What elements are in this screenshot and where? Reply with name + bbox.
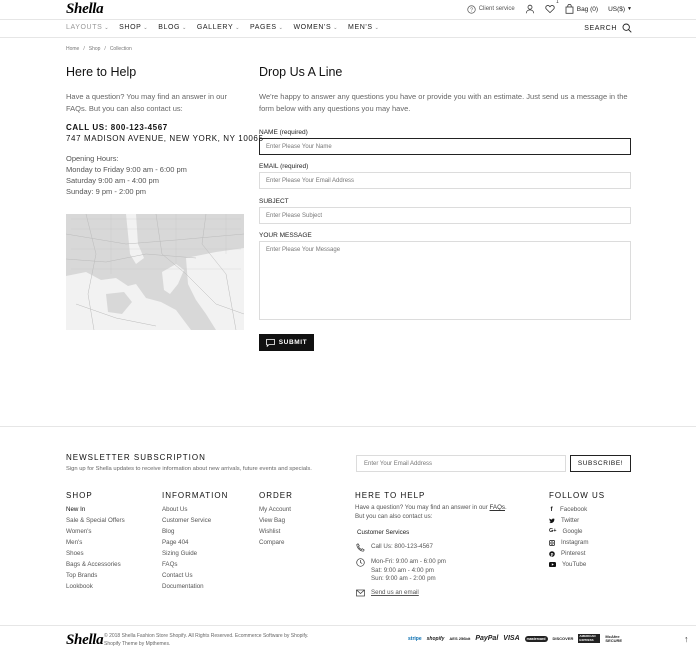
- footer-link[interactable]: View Bag: [259, 517, 286, 524]
- email-label: EMAIL (required): [259, 163, 309, 170]
- copyright-line: Shopify Theme by Mpthemes.: [104, 641, 171, 647]
- chevron-down-icon: ⌄: [333, 24, 339, 31]
- footer-email-link[interactable]: Send us an email: [371, 589, 419, 596]
- footer-link[interactable]: Women's: [66, 528, 92, 535]
- map-graphic: [66, 214, 244, 330]
- svg-text:?: ?: [469, 6, 473, 13]
- wishlist-button[interactable]: [545, 0, 559, 14]
- nav-label: SHOP: [119, 24, 142, 31]
- nav-label: GALLERY: [196, 24, 234, 31]
- footer-link[interactable]: Compare: [259, 539, 285, 546]
- footer-link[interactable]: New In: [66, 506, 86, 513]
- stripe-badge: stripe: [408, 635, 422, 642]
- social-label: Pinterest: [561, 550, 586, 557]
- subscribe-button[interactable]: SUBSCRIBE!: [570, 455, 631, 472]
- footer-info-list: [162, 504, 211, 592]
- help-call: CALL US: 800-123-4567: [66, 123, 168, 132]
- visa-badge: VISA: [503, 635, 520, 642]
- nav-item-blog[interactable]: [158, 24, 187, 31]
- social-label: Google: [562, 528, 583, 535]
- nav-item-shop[interactable]: [119, 24, 148, 31]
- client-service-link[interactable]: [467, 5, 515, 14]
- help-title: Here to Help: [66, 65, 137, 79]
- social-google[interactable]: [549, 526, 589, 537]
- footer-help-text: [355, 504, 520, 521]
- opening-hours-line: Saturday 9:00 am - 4:00 pm: [66, 176, 159, 185]
- bottom-divider: [0, 625, 696, 626]
- nav-item-mens[interactable]: [348, 24, 379, 31]
- social-youtube[interactable]: [549, 559, 589, 570]
- search-icon: [622, 23, 632, 33]
- nav-item-pages[interactable]: [250, 24, 283, 31]
- footer-email-row[interactable]: [356, 589, 419, 598]
- footer-call-text: Call Us: 800-123-4567: [371, 543, 433, 550]
- social-label: Instagram: [561, 539, 589, 546]
- footer-link[interactable]: Page 404: [162, 539, 189, 546]
- footer-help-text-part: .: [504, 504, 507, 511]
- bag-icon: [565, 4, 574, 14]
- footer-call-row: [356, 543, 433, 552]
- search-button[interactable]: [584, 23, 632, 33]
- footer-faqs-link[interactable]: FAQs: [489, 504, 505, 511]
- newsletter-subtitle: Sign up for Shella updates to receive information about new arrivals, future events and specials.: [66, 466, 312, 472]
- phone-icon: [356, 543, 365, 552]
- nav-item-layouts[interactable]: [66, 24, 109, 31]
- nav-item-womens[interactable]: [293, 24, 338, 31]
- nav-label: PAGES: [250, 24, 277, 31]
- footer-follow-list: [549, 504, 589, 570]
- youtube-icon: [549, 562, 556, 567]
- subject-label: SUBJECT: [259, 198, 289, 205]
- form-title: Drop Us A Line: [259, 65, 343, 79]
- nav-label: WOMEN'S: [293, 24, 332, 31]
- search-label: SEARCH: [584, 24, 617, 32]
- footer-hours-line: Mon-Fri: 9:00 am - 6:00 pm: [371, 558, 446, 565]
- footer-shop-title: SHOP: [66, 491, 93, 500]
- footer-link[interactable]: Bags & Accessories: [66, 561, 121, 568]
- footer-help-text-part: But you can also contact us:: [355, 512, 433, 520]
- footer-link[interactable]: Lookbook: [66, 583, 93, 590]
- envelope-icon: [356, 589, 365, 597]
- footer-link[interactable]: Men's: [66, 539, 83, 546]
- newsletter-title: NEWSLETTER SUBSCRIPTION: [66, 453, 206, 462]
- breadcrumb-separator: /: [83, 46, 85, 52]
- chevron-down-icon: ⌄: [143, 24, 149, 31]
- subject-field[interactable]: Enter Please Subject: [259, 207, 631, 224]
- breadcrumb-current: Collection: [109, 46, 132, 52]
- name-label: NAME (required): [259, 129, 308, 136]
- instagram-icon: [549, 540, 555, 546]
- clock-icon: [356, 558, 365, 567]
- twitter-icon: [549, 518, 555, 524]
- copyright-line: © 2018 Shella Fashion Store Shopify. All Rights Reserved. Ecommerce Software by Shopify.: [104, 633, 309, 639]
- footer-info-title: INFORMATION: [162, 491, 229, 500]
- bag-button[interactable]: [565, 4, 598, 14]
- social-facebook[interactable]: [549, 504, 589, 515]
- social-twitter[interactable]: [549, 515, 589, 526]
- customer-services-label: Customer Services: [357, 529, 410, 536]
- arrow-up-icon: ↑: [684, 634, 689, 644]
- form-intro: We're happy to answer any questions you have or provide you with an estimate. Just send us a message in the form below with any questions you may have.: [259, 92, 628, 113]
- header-utilities: [467, 0, 632, 14]
- site-logo[interactable]: Shella: [66, 1, 104, 17]
- footer-link[interactable]: Wishlist: [259, 528, 281, 535]
- mcafee-badge: McAfee SECURE: [605, 633, 623, 643]
- footer-link[interactable]: Sale & Special Offers: [66, 517, 125, 524]
- currency-select[interactable]: [608, 6, 632, 13]
- bag-label: Bag (0): [576, 5, 599, 13]
- payment-methods: [408, 634, 627, 643]
- footer-link[interactable]: Sizing Guide: [162, 550, 198, 557]
- chat-icon: [266, 339, 275, 347]
- footer-help-title: HERE TO HELP: [355, 491, 426, 500]
- google-plus-icon: G+: [549, 528, 557, 534]
- name-field[interactable]: Enter Please Your Name: [259, 138, 631, 155]
- nav-divider: [0, 37, 696, 38]
- chevron-down-icon: ⌄: [278, 24, 284, 31]
- help-circle-icon: [467, 5, 476, 14]
- footer-logo[interactable]: Shella: [66, 632, 104, 648]
- main-nav: [66, 24, 379, 31]
- footer-link[interactable]: FAQs: [162, 561, 178, 568]
- footer-link[interactable]: Contact Us: [162, 572, 193, 579]
- footer-divider: [0, 426, 696, 427]
- header-divider: [0, 19, 696, 20]
- nav-label: MEN'S: [348, 24, 373, 31]
- opening-hours-title: Opening Hours:: [66, 154, 119, 163]
- footer-hours-row: [356, 558, 446, 584]
- breadcrumb: [66, 46, 132, 52]
- footer-link[interactable]: Shoes: [66, 550, 84, 557]
- submit-button[interactable]: [259, 334, 314, 351]
- help-address: 747 MADISON AVENUE, NEW YORK, NY 10065: [66, 134, 264, 143]
- breadcrumb-shop[interactable]: Shop: [88, 46, 101, 52]
- submit-label: SUBMIT: [278, 339, 308, 346]
- social-label: Twitter: [561, 517, 580, 524]
- chevron-down-icon: ▼: [627, 6, 632, 12]
- paypal-badge: PayPal: [475, 635, 499, 642]
- footer-link[interactable]: Blog: [162, 528, 175, 535]
- breadcrumb-separator: /: [104, 46, 106, 52]
- currency-value: US($): [608, 5, 626, 13]
- footer-follow-title: FOLLOW US: [549, 491, 606, 500]
- nav-label: BLOG: [158, 24, 181, 31]
- footer-link[interactable]: Top Brands: [66, 572, 98, 579]
- mastercard-badge: mastercard: [526, 636, 546, 641]
- opening-hours-line: Sunday: 9 pm - 2:00 pm: [66, 187, 147, 196]
- social-instagram[interactable]: [549, 537, 589, 548]
- shopify-badge: shopify: [426, 635, 445, 642]
- footer-shop-list: [66, 504, 125, 592]
- footer-link[interactable]: My Account: [259, 506, 291, 513]
- svg-text:p: p: [550, 551, 554, 557]
- location-map[interactable]: [66, 214, 244, 330]
- aes-badge: AES 256bit: [449, 636, 471, 641]
- email-field[interactable]: Enter Please Your Email Address: [259, 172, 631, 189]
- back-to-top-button[interactable]: [684, 634, 689, 644]
- nav-item-gallery[interactable]: [197, 24, 240, 31]
- footer-link[interactable]: Documentation: [162, 583, 204, 590]
- social-label: YouTube: [562, 561, 587, 568]
- nav-label: LAYOUTS: [66, 24, 103, 31]
- chevron-down-icon: ⌄: [235, 24, 241, 31]
- copyright: [104, 632, 308, 648]
- facebook-icon: f: [550, 506, 553, 513]
- footer-link[interactable]: Customer Service: [162, 517, 212, 524]
- pinterest-icon: [549, 551, 555, 557]
- footer-order-title: ORDER: [259, 491, 293, 500]
- client-service-label: Client service: [478, 6, 515, 12]
- social-pinterest[interactable]: [549, 548, 589, 559]
- footer-order-list: [259, 504, 291, 548]
- footer-hours-line: Sat: 9:00 am - 4:00 pm: [371, 566, 434, 574]
- amex-badge: AMERICAN EXPRESS: [578, 634, 600, 643]
- chevron-down-icon: ⌄: [182, 24, 187, 31]
- chevron-down-icon: ⌄: [104, 24, 110, 31]
- chevron-down-icon: ⌄: [374, 24, 380, 31]
- discover-badge: DISCOVER: [552, 636, 574, 641]
- footer-hours-line: Sun: 9:00 am - 2:00 pm: [371, 575, 436, 582]
- newsletter-email-input[interactable]: Enter Your Email Address: [356, 455, 566, 472]
- breadcrumb-home[interactable]: Home: [66, 46, 80, 52]
- heart-icon: [545, 4, 555, 14]
- footer-link[interactable]: About Us: [162, 506, 188, 513]
- help-intro: Have a question? You may find an answer in our FAQs. But you can also contact us:: [66, 92, 227, 113]
- message-field[interactable]: Enter Please Your Message: [259, 241, 631, 320]
- social-label: Facebook: [560, 506, 588, 513]
- user-icon[interactable]: [525, 4, 535, 14]
- message-label: YOUR MESSAGE: [259, 232, 312, 239]
- footer-help-text-part: Have a question? You may find an answer in our: [355, 504, 490, 511]
- wishlist-count: 1: [555, 0, 559, 5]
- opening-hours-line: Monday to Friday 9:00 am - 6:00 pm: [66, 165, 187, 174]
